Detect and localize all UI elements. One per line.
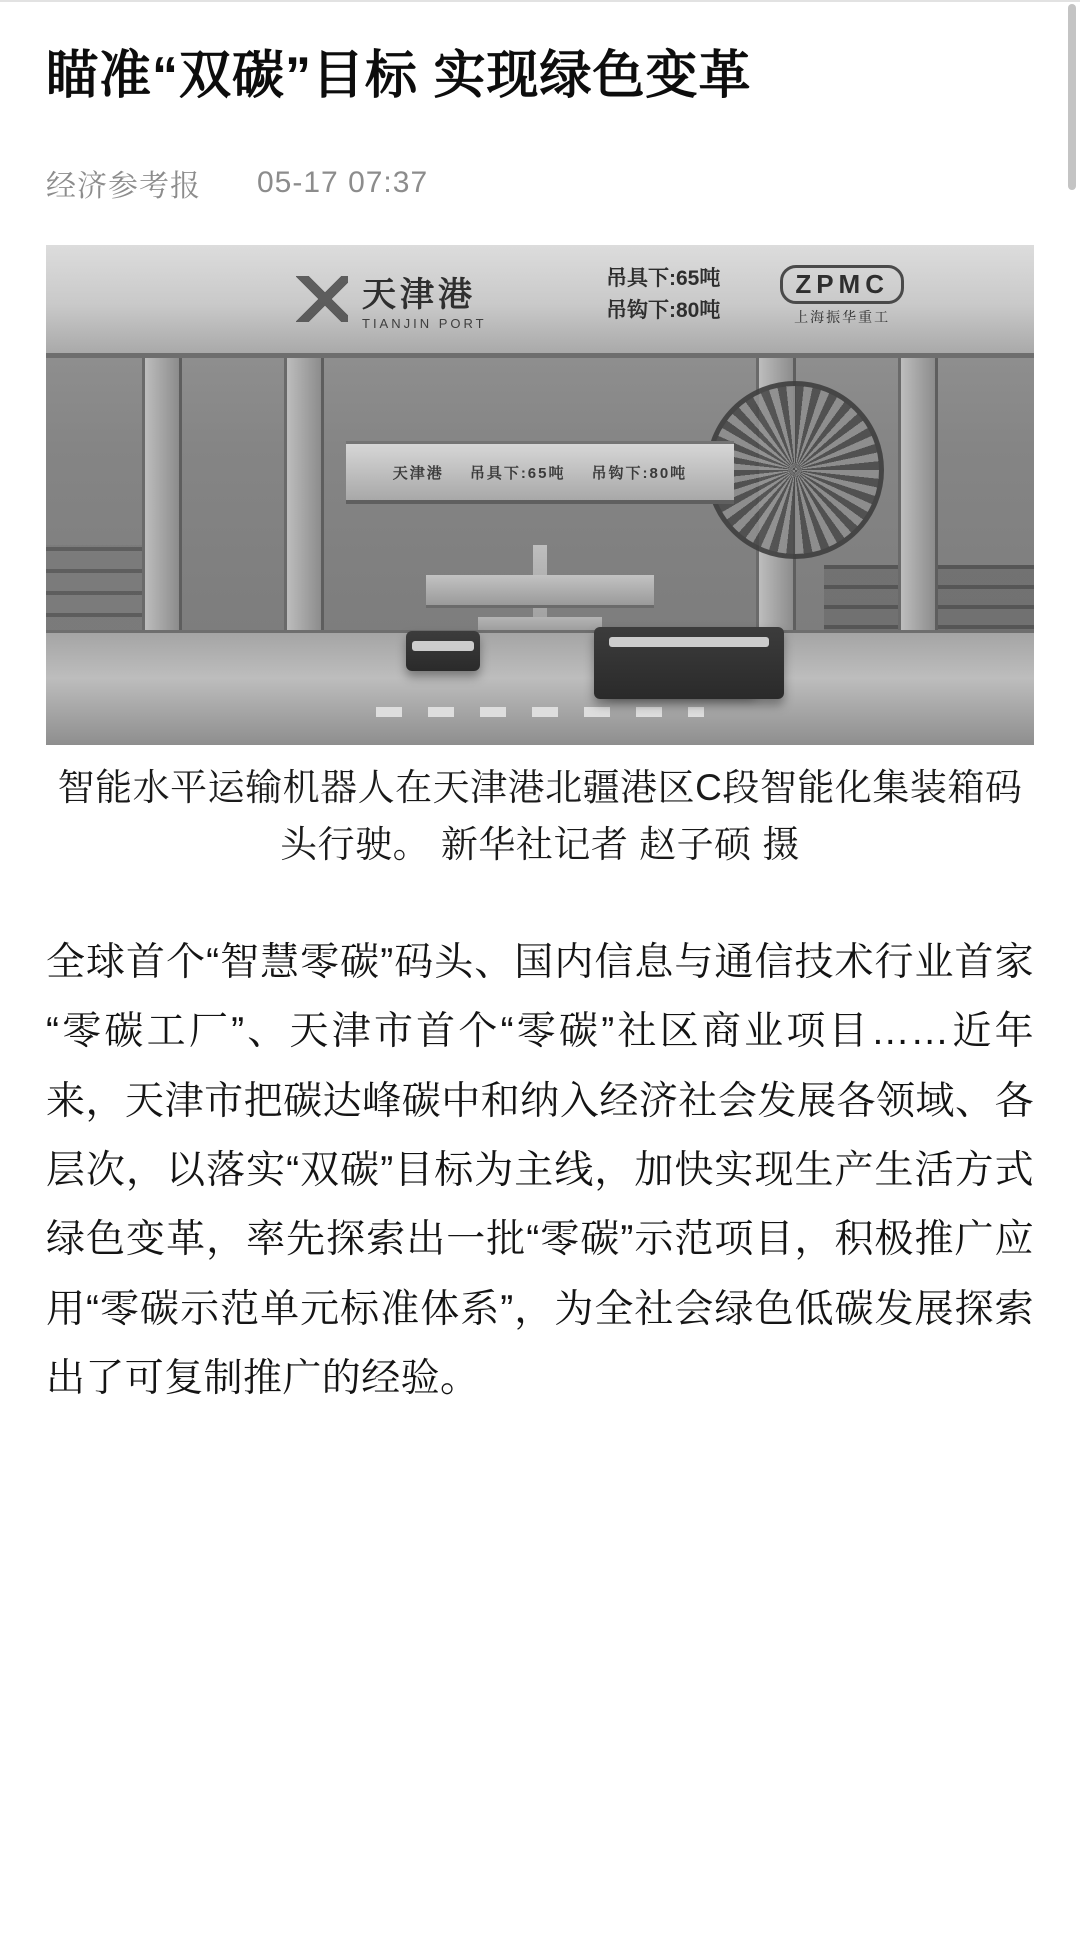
article-body	[46, 928, 1034, 1414]
port-brand-en: TIANJIN PORT	[362, 316, 487, 331]
chevron-logo-icon	[296, 276, 348, 322]
spec-line-2: 吊钩下:80吨	[606, 298, 721, 322]
port-brand-text	[362, 267, 487, 331]
transport-robot	[406, 631, 480, 671]
mid-brand-label: 天津港	[392, 464, 444, 482]
mid-spec-1-label: 吊具下:65吨	[469, 464, 566, 482]
crane-spec-text	[606, 263, 720, 326]
spec-line-1: 吊具下:65吨	[606, 267, 721, 290]
port-brand	[296, 267, 487, 331]
figure-caption: 智能水平运输机器人在天津港北疆港区C段智能化集装箱码头行驶。 新华社记者 赵子硕 摄	[57, 767, 1023, 866]
scrollbar-thumb[interactable]	[1068, 4, 1076, 190]
figure-image	[46, 245, 1034, 745]
article-timestamp: 05-17 07:37	[257, 166, 429, 199]
gantry-middle-markings	[346, 444, 734, 500]
scrollbar[interactable]	[1068, 4, 1076, 1954]
page-title: 瞄准“双碳”目标 实现绿色变革	[46, 47, 752, 105]
manufacturer-code: ZPMC	[780, 265, 904, 304]
manufacturer-name-cn: 上海振华重工	[794, 309, 891, 325]
lane-markings	[376, 707, 704, 717]
transport-robot	[594, 627, 784, 699]
terminal-ground	[46, 630, 1034, 745]
port-brand-cn: 天津港	[362, 276, 476, 314]
article-meta	[46, 161, 1034, 205]
article-paragraph: 全球首个“智慧零碳”码头、国内信息与通信技术行业首家“零碳工厂”、天津市首个“零碳”社区商业项目……近年来，天津市把碳达峰碳中和纳入经济社会发展各领域、各层次，以落实“双碳”目标为主线，加快实现生产生活方式绿色变革，率先探索出一批“零碳”示范项目，积极推广应用“零碳示范单元标准体系”，为全社会绿色低碳发展探索出了可复制推广的经验。	[46, 940, 1034, 1401]
gantry-beam-middle	[346, 441, 734, 504]
article-source: 经济参考报	[46, 170, 201, 203]
crane-leg	[284, 353, 324, 653]
manufacturer-badge	[780, 265, 904, 327]
mid-spec-2-label: 吊钩下:80吨	[591, 464, 688, 482]
article-figure	[46, 245, 1034, 874]
gantry-beam-distant-1	[426, 575, 654, 608]
